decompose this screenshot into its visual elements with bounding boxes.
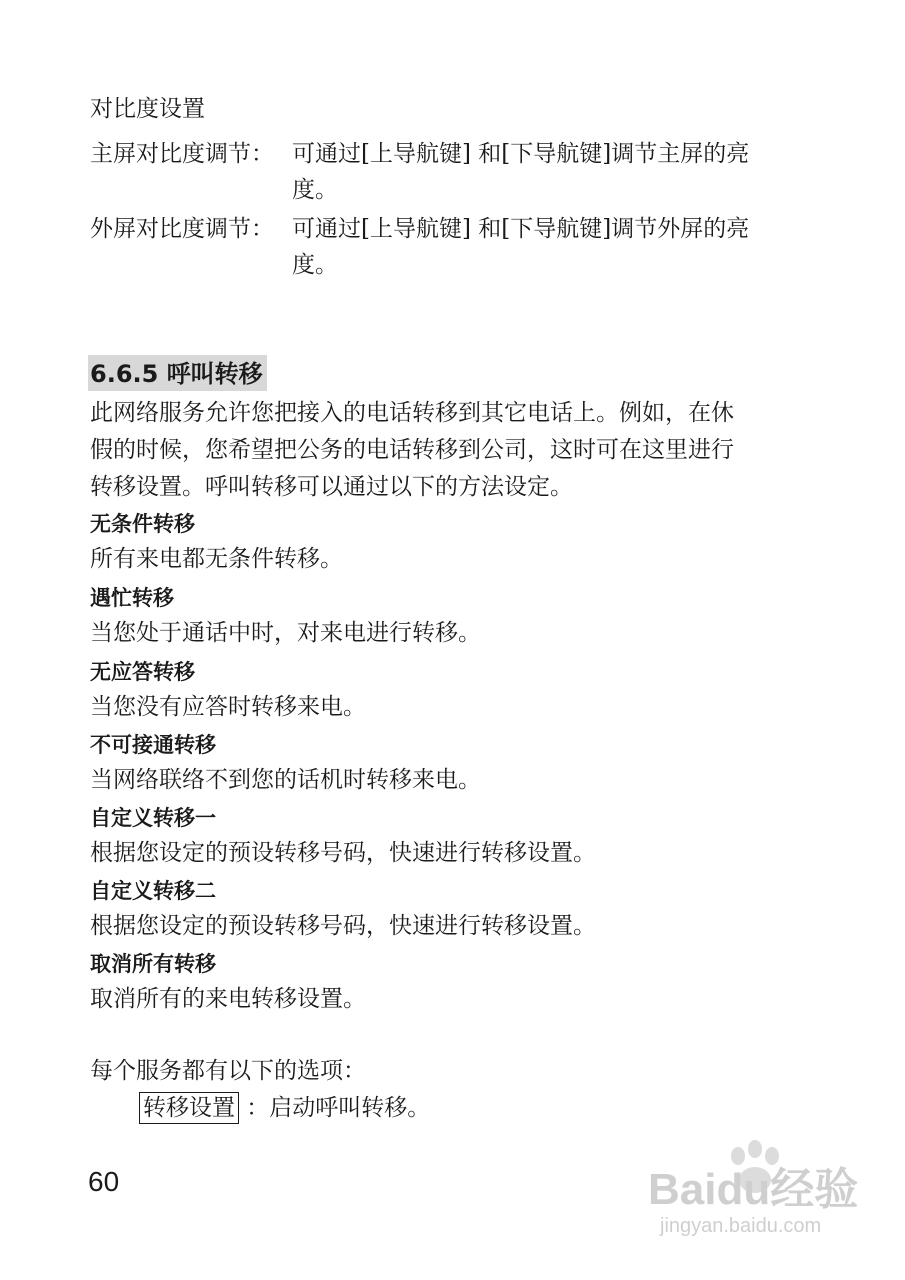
page-number: 60 bbox=[88, 1166, 120, 1197]
watermark-url: jingyan.baidu.com bbox=[660, 1215, 822, 1237]
option-desc: 当网络联络不到您的话机时转移来电。 bbox=[90, 767, 481, 793]
option-title: 取消所有转移 bbox=[90, 952, 216, 976]
option-title: 无条件转移 bbox=[90, 512, 195, 536]
option-desc: 当您处于通话中时，对来电进行转移。 bbox=[90, 620, 481, 646]
intro-line-3: 转移设置。呼叫转移可以通过以下的方法设定。 bbox=[90, 474, 573, 500]
option-desc: 取消所有的来电转移设置。 bbox=[90, 986, 366, 1012]
option-title: 自定义转移一 bbox=[90, 806, 216, 830]
outer-contrast-term: 外屏对比度调节： bbox=[90, 216, 274, 242]
option-desc: 根据您设定的预设转移号码，快速进行转移设置。 bbox=[90, 913, 596, 939]
intro-line-2: 假的时候，您希望把公务的电话转移到公司，这时可在这里进行 bbox=[90, 437, 734, 463]
intro-line-1: 此网络服务允许您把接入的电话转移到其它电话上。例如，在休 bbox=[90, 400, 734, 426]
watermark-logo: Baidu经验 bbox=[648, 1165, 859, 1214]
option-desc: 所有来电都无条件转移。 bbox=[90, 546, 343, 572]
outer-contrast-desc-2: 度。 bbox=[292, 252, 338, 278]
option-title: 不可接通转移 bbox=[90, 733, 216, 757]
outer-contrast-desc-1: 可通过[上导航键] 和[下导航键]调节外屏的亮 bbox=[292, 216, 750, 242]
main-contrast-term: 主屏对比度调节： bbox=[90, 141, 274, 167]
option-desc: 根据您设定的预设转移号码，快速进行转移设置。 bbox=[90, 840, 596, 866]
watermark bbox=[648, 1140, 858, 1240]
option-title: 遇忙转移 bbox=[90, 586, 174, 610]
main-contrast-desc-2: 度。 bbox=[292, 177, 338, 203]
contrast-heading: 对比度设置 bbox=[90, 96, 205, 122]
option-title: 自定义转移二 bbox=[90, 879, 216, 903]
option-title: 无应答转移 bbox=[90, 660, 195, 684]
service-option-desc: ：启动呼叫转移。 bbox=[239, 1095, 431, 1121]
service-option bbox=[139, 1092, 430, 1124]
service-intro: 每个服务都有以下的选项： bbox=[90, 1058, 366, 1084]
main-contrast-desc-1: 可通过[上导航键] 和[下导航键]调节主屏的亮 bbox=[292, 141, 750, 167]
option-desc: 当您没有应答时转移来电。 bbox=[90, 694, 366, 720]
service-option-label: 转移设置 bbox=[139, 1092, 239, 1124]
section-title: 6.6.5 呼叫转移 bbox=[88, 355, 267, 391]
